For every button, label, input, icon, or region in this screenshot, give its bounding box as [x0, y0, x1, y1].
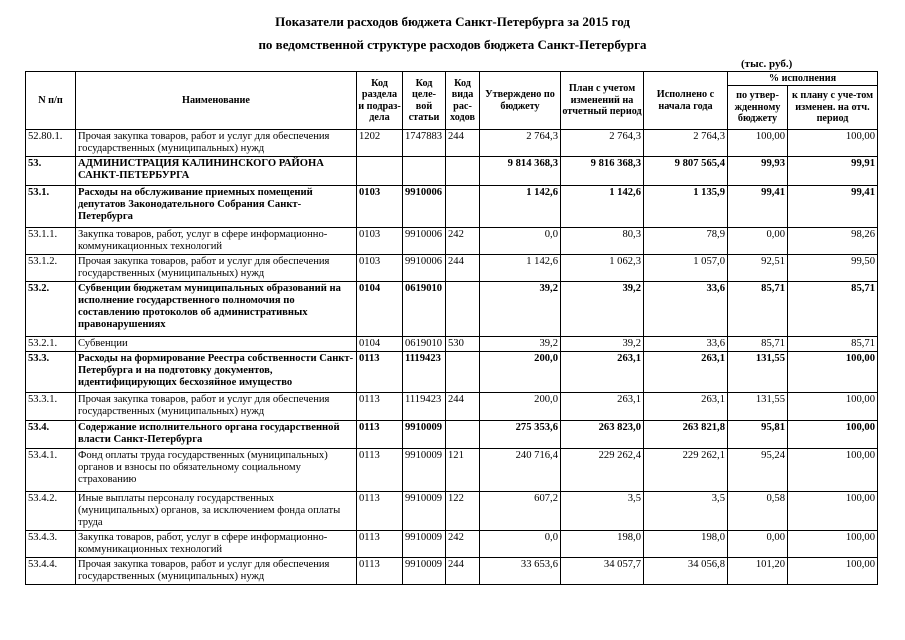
- cell-section: 0113: [357, 352, 403, 393]
- cell-approved: 1 142,6: [480, 186, 561, 228]
- cell-name: Субвенции бюджетам муниципальных образований на исполнение государственного полномочия по составлению протоколов об административных правонарушениях: [76, 282, 357, 337]
- cell-plan: 263,1: [561, 393, 644, 421]
- cell-num: 53.4.3.: [26, 531, 76, 558]
- cell-pct-plan: 85,71: [788, 337, 878, 352]
- budget-table: [25, 71, 878, 585]
- cell-kind: [446, 352, 480, 393]
- cell-plan: 1 062,3: [561, 255, 644, 282]
- cell-section: 0104: [357, 282, 403, 337]
- cell-section: 0104: [357, 337, 403, 352]
- cell-approved: 39,2: [480, 282, 561, 337]
- cell-name: Прочая закупка товаров, работ и услуг для обеспечения государственных (муниципальных) нужд: [76, 130, 357, 157]
- cell-approved: 607,2: [480, 492, 561, 531]
- cell-approved: 33 653,6: [480, 558, 561, 585]
- cell-executed: 9 807 565,4: [644, 157, 728, 186]
- cell-pct-plan: 98,26: [788, 228, 878, 255]
- cell-pct-plan: 99,91: [788, 157, 878, 186]
- cell-num: 53.1.1.: [26, 228, 76, 255]
- cell-target: 1747883: [403, 130, 446, 157]
- cell-executed: 34 056,8: [644, 558, 728, 585]
- cell-kind: [446, 282, 480, 337]
- cell-kind: [446, 157, 480, 186]
- cell-kind: 244: [446, 130, 480, 157]
- cell-name: Закупка товаров, работ, услуг в сфере информационно-коммуникационных технологий: [76, 228, 357, 255]
- cell-plan: 2 764,3: [561, 130, 644, 157]
- table-header: [26, 72, 878, 130]
- cell-section: 0113: [357, 531, 403, 558]
- cell-plan: 263,1: [561, 352, 644, 393]
- cell-name: Прочая закупка товаров, работ и услуг для обеспечения государственных (муниципальных) нужд: [76, 255, 357, 282]
- cell-pct-budget: 95,81: [728, 421, 788, 449]
- cell-kind: [446, 421, 480, 449]
- header-kind: Код вида рас-ходов: [446, 72, 480, 130]
- cell-kind: 530: [446, 337, 480, 352]
- cell-pct-budget: 101,20: [728, 558, 788, 585]
- cell-pct-plan: 100,00: [788, 492, 878, 531]
- cell-target: 0619010: [403, 282, 446, 337]
- cell-num: 53.4.: [26, 421, 76, 449]
- cell-executed: 229 262,1: [644, 449, 728, 492]
- cell-plan: 39,2: [561, 282, 644, 337]
- cell-section: 0113: [357, 421, 403, 449]
- cell-section: 0113: [357, 449, 403, 492]
- cell-section: 0103: [357, 186, 403, 228]
- cell-approved: 9 814 368,3: [480, 157, 561, 186]
- cell-num: 53.3.: [26, 352, 76, 393]
- cell-approved: 275 353,6: [480, 421, 561, 449]
- header-target: Код целе-вой статьи: [403, 72, 446, 130]
- cell-section: 0113: [357, 558, 403, 585]
- cell-name: Расходы на обслуживание приемных помещений депутатов Законодательного Собрания Санкт-Петербурга: [76, 186, 357, 228]
- cell-pct-plan: 85,71: [788, 282, 878, 337]
- cell-pct-budget: 99,93: [728, 157, 788, 186]
- table-row: [26, 255, 878, 282]
- cell-plan: 3,5: [561, 492, 644, 531]
- cell-executed: 1 135,9: [644, 186, 728, 228]
- header-num: N п/п: [26, 72, 76, 130]
- table-row: [26, 531, 878, 558]
- cell-approved: 240 716,4: [480, 449, 561, 492]
- cell-executed: 33,6: [644, 282, 728, 337]
- cell-target: 1119423: [403, 352, 446, 393]
- header-plan: План с учетом изменений на отчетный период: [561, 72, 644, 130]
- cell-num: 52.80.1.: [26, 130, 76, 157]
- cell-section: 0103: [357, 228, 403, 255]
- cell-pct-plan: 100,00: [788, 531, 878, 558]
- table-row: [26, 337, 878, 352]
- cell-approved: 200,0: [480, 393, 561, 421]
- cell-name: Закупка товаров, работ, услуг в сфере информационно-коммуникационных технологий: [76, 531, 357, 558]
- table-row: [26, 186, 878, 228]
- cell-pct-budget: 0,00: [728, 531, 788, 558]
- cell-section: [357, 157, 403, 186]
- cell-kind: 242: [446, 228, 480, 255]
- cell-plan: 1 142,6: [561, 186, 644, 228]
- cell-kind: 122: [446, 492, 480, 531]
- cell-name: Расходы на формирование Реестра собственности Санкт-Петербурга и на подготовку документов, идентифицирующих бесхозяйное имущество: [76, 352, 357, 393]
- table-body: [26, 130, 878, 585]
- cell-executed: 198,0: [644, 531, 728, 558]
- header-section: Код раздела и подраз-дела: [357, 72, 403, 130]
- cell-pct-plan: 99,50: [788, 255, 878, 282]
- cell-plan: 9 816 368,3: [561, 157, 644, 186]
- cell-name: Прочая закупка товаров, работ и услуг для обеспечения государственных (муниципальных) нужд: [76, 393, 357, 421]
- cell-pct-budget: 0,58: [728, 492, 788, 531]
- cell-pct-budget: 131,55: [728, 393, 788, 421]
- cell-name: Содержание исполнительного органа государственной власти Санкт-Петербурга: [76, 421, 357, 449]
- cell-target: 9910009: [403, 531, 446, 558]
- cell-executed: 263,1: [644, 393, 728, 421]
- cell-plan: 229 262,4: [561, 449, 644, 492]
- cell-approved: 200,0: [480, 352, 561, 393]
- cell-kind: 244: [446, 393, 480, 421]
- cell-approved: 0,0: [480, 531, 561, 558]
- cell-approved: 2 764,3: [480, 130, 561, 157]
- header-pct-group: % исполнения: [728, 72, 878, 86]
- cell-num: 53.2.: [26, 282, 76, 337]
- cell-num: 53.4.2.: [26, 492, 76, 531]
- table-row: [26, 228, 878, 255]
- cell-pct-plan: 100,00: [788, 352, 878, 393]
- cell-target: 9910006: [403, 186, 446, 228]
- cell-executed: 33,6: [644, 337, 728, 352]
- document-title: Показатели расходов бюджета Санкт-Петербурга за 2015 год: [275, 14, 630, 29]
- cell-executed: 263 821,8: [644, 421, 728, 449]
- cell-pct-budget: 85,71: [728, 282, 788, 337]
- cell-pct-budget: 99,41: [728, 186, 788, 228]
- cell-kind: 242: [446, 531, 480, 558]
- cell-num: 53.1.2.: [26, 255, 76, 282]
- cell-approved: 39,2: [480, 337, 561, 352]
- table-row: [26, 352, 878, 393]
- cell-pct-budget: 95,24: [728, 449, 788, 492]
- cell-executed: 263,1: [644, 352, 728, 393]
- cell-num: 53.4.4.: [26, 558, 76, 585]
- table-row: [26, 492, 878, 531]
- cell-pct-budget: 0,00: [728, 228, 788, 255]
- header-executed: Исполнено с начала года: [644, 72, 728, 130]
- cell-kind: 121: [446, 449, 480, 492]
- table-row: [26, 449, 878, 492]
- cell-name: Прочая закупка товаров, работ и услуг для обеспечения государственных (муниципальных) нужд: [76, 558, 357, 585]
- cell-pct-budget: 100,00: [728, 130, 788, 157]
- cell-pct-plan: 100,00: [788, 449, 878, 492]
- cell-target: 9910009: [403, 492, 446, 531]
- cell-pct-plan: 100,00: [788, 130, 878, 157]
- cell-name: Фонд оплаты труда государственных (муниципальных) органов и взносы по обязательному социальному страхованию: [76, 449, 357, 492]
- table-row: [26, 157, 878, 186]
- cell-pct-budget: 85,71: [728, 337, 788, 352]
- cell-name: Иные выплаты персоналу государственных (муниципальных) органов, за исключением фонда оплаты труда: [76, 492, 357, 531]
- cell-num: 53.: [26, 157, 76, 186]
- cell-section: 1202: [357, 130, 403, 157]
- cell-executed: 1 057,0: [644, 255, 728, 282]
- cell-name: АДМИНИСТРАЦИЯ КАЛИНИНСКОГО РАЙОНА САНКТ-ПЕТЕРБУРГА: [76, 157, 357, 186]
- cell-num: 53.3.1.: [26, 393, 76, 421]
- cell-kind: 244: [446, 558, 480, 585]
- cell-executed: 2 764,3: [644, 130, 728, 157]
- cell-plan: 39,2: [561, 337, 644, 352]
- cell-pct-plan: 100,00: [788, 558, 878, 585]
- cell-num: 53.2.1.: [26, 337, 76, 352]
- cell-pct-plan: 100,00: [788, 421, 878, 449]
- cell-executed: 3,5: [644, 492, 728, 531]
- document-subtitle: по ведомственной структуре расходов бюджета Санкт-Петербурга: [258, 37, 647, 52]
- cell-target: 9910006: [403, 228, 446, 255]
- cell-plan: 263 823,0: [561, 421, 644, 449]
- cell-plan: 80,3: [561, 228, 644, 255]
- cell-pct-plan: 99,41: [788, 186, 878, 228]
- cell-plan: 34 057,7: [561, 558, 644, 585]
- cell-target: 1119423: [403, 393, 446, 421]
- cell-target: 9910009: [403, 449, 446, 492]
- cell-target: 9910009: [403, 558, 446, 585]
- table-row: [26, 282, 878, 337]
- units-label: (тыс. руб.): [741, 58, 793, 70]
- header-name: Наименование: [76, 72, 357, 130]
- cell-approved: 1 142,6: [480, 255, 561, 282]
- header-approved: Утверждено по бюджету: [480, 72, 561, 130]
- cell-kind: [446, 186, 480, 228]
- cell-target: 9910009: [403, 421, 446, 449]
- cell-target: [403, 157, 446, 186]
- cell-executed: 78,9: [644, 228, 728, 255]
- cell-name: Субвенции: [76, 337, 357, 352]
- table-row: [26, 558, 878, 585]
- cell-section: 0113: [357, 393, 403, 421]
- cell-section: 0113: [357, 492, 403, 531]
- header-pct-budget: по утвер-жденному бюджету: [728, 86, 788, 130]
- cell-pct-budget: 131,55: [728, 352, 788, 393]
- table-row: [26, 393, 878, 421]
- cell-num: 53.4.1.: [26, 449, 76, 492]
- cell-pct-budget: 92,51: [728, 255, 788, 282]
- cell-section: 0103: [357, 255, 403, 282]
- header-pct-plan: к плану с уче-том изменен. на отч. период: [788, 86, 878, 130]
- table-row: [26, 130, 878, 157]
- cell-plan: 198,0: [561, 531, 644, 558]
- cell-kind: 244: [446, 255, 480, 282]
- table-row: [26, 421, 878, 449]
- cell-num: 53.1.: [26, 186, 76, 228]
- cell-approved: 0,0: [480, 228, 561, 255]
- cell-target: 0619010: [403, 337, 446, 352]
- cell-target: 9910006: [403, 255, 446, 282]
- cell-pct-plan: 100,00: [788, 393, 878, 421]
